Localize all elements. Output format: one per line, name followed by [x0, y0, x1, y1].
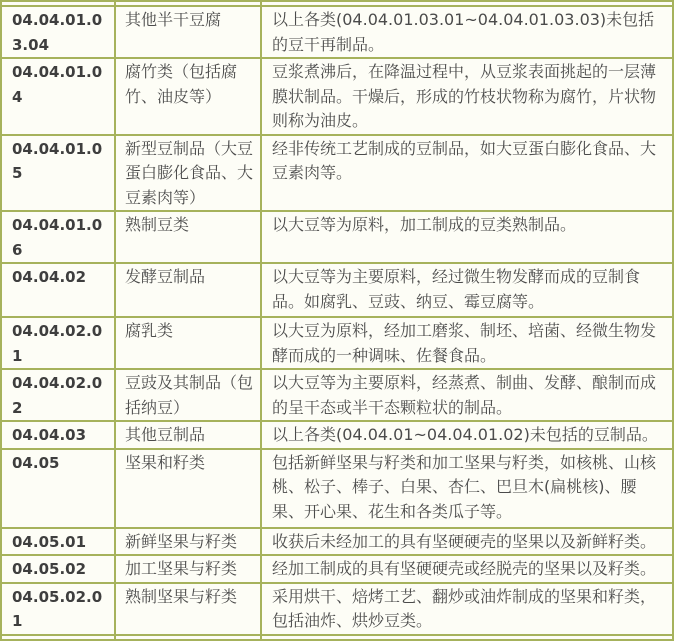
table-row	[1, 211, 673, 263]
category-name: 熟制豆类	[115, 211, 261, 263]
category-description: 包括新鲜坚果与籽类和加工坚果与籽类，如核桃、山核桃、松子、棒子、白果、杏仁、巴旦木(扁桃核)、腰果、开心果、花生和各类瓜子等。	[261, 449, 673, 528]
category-code: 04.05.02	[1, 555, 115, 583]
empty-cell	[261, 635, 673, 640]
table-row-partial-bottom	[1, 635, 673, 640]
table-row	[1, 555, 673, 583]
category-description: 以上各类(04.04.01~04.04.01.02)未包括的豆制品。	[261, 421, 673, 449]
category-code: 04.04.02.02	[1, 369, 115, 421]
category-name: 腐乳类	[115, 317, 261, 369]
category-description: 以大豆为原料，经加工磨浆、制坯、培菌、经微生物发酵而成的一种调味、佐餐食品。	[261, 317, 673, 369]
table-row	[1, 6, 673, 58]
category-description: 以大豆等为原料，加工制成的豆类熟制品。	[261, 211, 673, 263]
table-row	[1, 369, 673, 421]
empty-cell	[1, 635, 115, 640]
category-description: 经非传统工艺制成的豆制品，如大豆蛋白膨化食品、大豆素肉等。	[261, 135, 673, 212]
category-description: 经加工制成的具有坚硬硬壳或经脱壳的坚果以及籽类。	[261, 555, 673, 583]
table-row	[1, 135, 673, 212]
category-code: 04.04.03	[1, 421, 115, 449]
category-name: 发酵豆制品	[115, 263, 261, 317]
category-name: 其他半干豆腐	[115, 6, 261, 58]
category-code: 04.04.01.03.04	[1, 6, 115, 58]
category-code: 04.04.01.04	[1, 58, 115, 135]
category-name: 豆豉及其制品（包括纳豆）	[115, 369, 261, 421]
category-code: 04.05.02.01	[1, 583, 115, 635]
category-name: 熟制坚果与籽类	[115, 583, 261, 635]
table-row	[1, 317, 673, 369]
table-row	[1, 528, 673, 556]
category-name: 新型豆制品（大豆蛋白膨化食品、大豆素肉等）	[115, 135, 261, 212]
category-code: 04.05.01	[1, 528, 115, 556]
category-description: 以大豆等为主要原料，经蒸煮、制曲、发酵、酿制而成的呈干态或半干态颗粒状的制品。	[261, 369, 673, 421]
category-name: 加工坚果与籽类	[115, 555, 261, 583]
category-code: 04.04.02.01	[1, 317, 115, 369]
category-code: 04.04.02	[1, 263, 115, 317]
category-name: 腐竹类（包括腐竹、油皮等）	[115, 58, 261, 135]
category-description: 采用烘干、焙烤工艺、翻炒或油炸制成的坚果和籽类，包括油炸、烘炒豆类。	[261, 583, 673, 635]
table-row	[1, 421, 673, 449]
empty-cell	[115, 635, 261, 640]
table-row	[1, 583, 673, 635]
category-name: 坚果和籽类	[115, 449, 261, 528]
category-description: 收获后未经加工的具有坚硬硬壳的坚果以及新鲜籽类。	[261, 528, 673, 556]
category-code: 04.04.01.06	[1, 211, 115, 263]
category-description: 以上各类(04.04.01.03.01~04.04.01.03.03)未包括的豆干再制品。	[261, 6, 673, 58]
table-row	[1, 58, 673, 135]
category-description: 豆浆煮沸后，在降温过程中，从豆浆表面挑起的一层薄膜状制品。干燥后，形成的竹枝状物称为腐竹，片状物则称为油皮。	[261, 58, 673, 135]
category-code: 04.05	[1, 449, 115, 528]
category-name: 新鲜坚果与籽类	[115, 528, 261, 556]
category-name: 其他豆制品	[115, 421, 261, 449]
table-row	[1, 263, 673, 317]
category-description: 以大豆等为主要原料，经过微生物发酵而成的豆制食品。如腐乳、豆豉、纳豆、霉豆腐等。	[261, 263, 673, 317]
table-row	[1, 449, 673, 528]
category-code: 04.04.01.05	[1, 135, 115, 212]
